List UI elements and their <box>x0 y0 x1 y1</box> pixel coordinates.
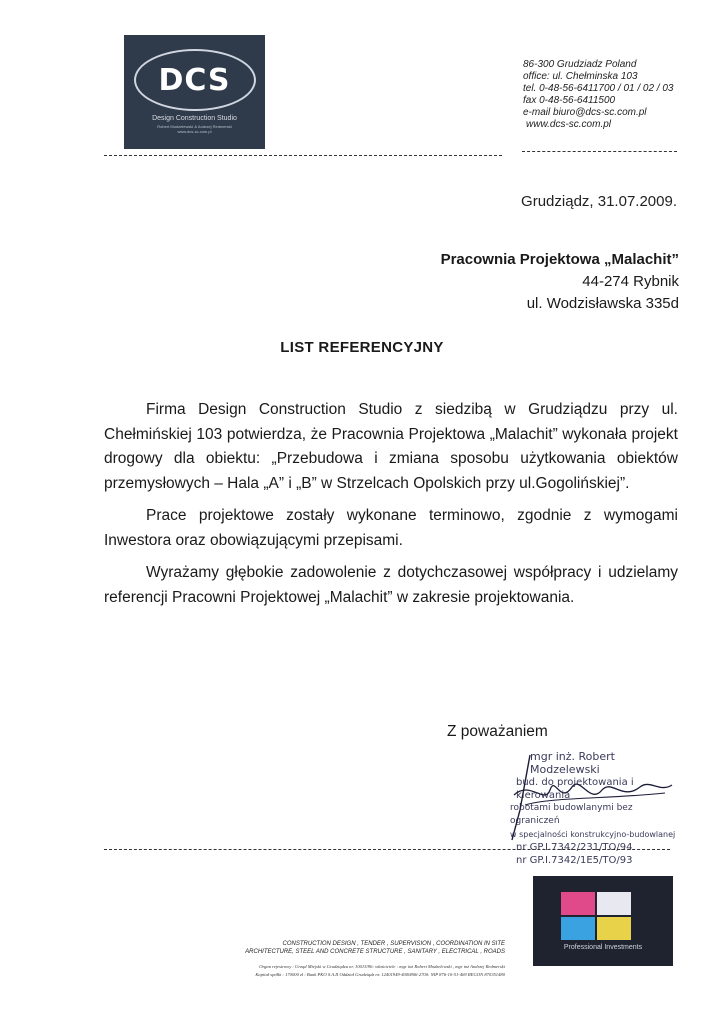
logo-owners: Robert Modzelewski & Andrzej Redmerski www.dcs-sc.com.pl <box>157 124 232 134</box>
footer-logo-label: Professional Investments <box>563 944 643 951</box>
stamp-line: nr GP.I.7342/1E5/TO/93 <box>516 855 633 866</box>
recipient-name: Pracownia Projektowa „Malachit” <box>440 251 679 268</box>
registration-line: Kapitał spółki : 170000 zł : Bank PKO S.A.II Oddział Grudziądz nr. 12401949-4000806-2700: NIP 876-10-51-469 REGON 870351480 <box>255 972 505 977</box>
contact-fax: fax 0-48-56-6411500 <box>523 95 616 106</box>
closing-salutation: Z poważaniem <box>447 723 548 740</box>
windows-tile-icon <box>561 892 631 940</box>
recipient-block <box>441 249 679 315</box>
company-logo <box>124 35 265 149</box>
letter-body <box>104 398 678 618</box>
stamp-line: nr GP.I.7342/231/TO/94 <box>516 842 633 853</box>
services-line: ARCHITECTURE, STEEL AND CONCRETE STRUCTURE , SANITARY , ELECTRICAL , ROADS <box>245 949 505 955</box>
handwritten-signature <box>490 735 680 845</box>
stamp-line: mgr inż. Robert Modzelewski <box>530 750 615 776</box>
stamp-line: bud. do projektowania i kierowania <box>516 777 634 801</box>
contact-phone: tel. 0-48-56-6411700 / 01 / 02 / 03 <box>523 83 674 94</box>
contact-email: e-mail biuro@dcs-sc.com.pl <box>523 107 647 118</box>
registration-line: Organ rejestrowy : Urząd Miejski w Grudziądzu nr. 10015/96: właściciele : mgr inż Robert Modzelewski , mgr inż Andrzej Redmerski <box>259 964 505 969</box>
footer-logo <box>533 876 673 966</box>
contact-divider <box>522 151 677 152</box>
contact-block <box>523 59 713 131</box>
footer-services <box>220 940 505 956</box>
letter-date: Grudziądz, 31.07.2009. <box>521 193 677 210</box>
body-paragraph: Prace projektowe zostały wykonane terminowo, zgodnie z wymogami Inwestora oraz obowiązującymi przepisami. <box>104 507 678 549</box>
contact-office: office: ul. Chełminska 103 <box>523 71 638 82</box>
contact-website: www.dcs-sc.com.pl <box>526 119 612 130</box>
logo-brand: DCS <box>158 63 231 98</box>
recipient-city: 44-274 Rybnik <box>582 273 679 290</box>
logo-company-name: Design Construction Studio <box>152 115 237 122</box>
letter-title: LIST REFERENCYJNY <box>280 339 444 356</box>
recipient-street: ul. Wodzisławska 335d <box>526 295 679 312</box>
body-paragraph: Wyrażamy głębokie zadowolenie z dotychczasowej współpracy i udzielamy referencji Pracowni Projektowej „Malachit” w zakresie projektowania. <box>104 564 678 606</box>
footer-registration <box>120 963 505 979</box>
body-paragraph: Firma Design Construction Studio z siedzibą w Grudziądzu przy ul. Chełmińskiej 103 potwierdza, że Pracownia Projektowa „Malachit” wykonała projekt drogowy dla obiektu: „Przebudowa i zmiana sposobu użytkowania obiektów przemysłowych – Hala „A” i „B” w Strzelcach Opolskich przy ul.Gogolińskiej”. <box>104 401 678 492</box>
services-line: CONSTRUCTION DESIGN , TENDER , SUPERVISION , COORDINATION IN SITE <box>282 941 505 947</box>
header-divider <box>104 155 502 156</box>
contact-address: 86-300 Grudziadz Poland <box>523 59 637 70</box>
stamp-line: robotami budowlanymi bez ograniczeń <box>510 803 633 826</box>
stamp-line: w specjalności konstrukcyjno-budowlanej <box>510 830 676 839</box>
footer-divider <box>104 849 670 850</box>
